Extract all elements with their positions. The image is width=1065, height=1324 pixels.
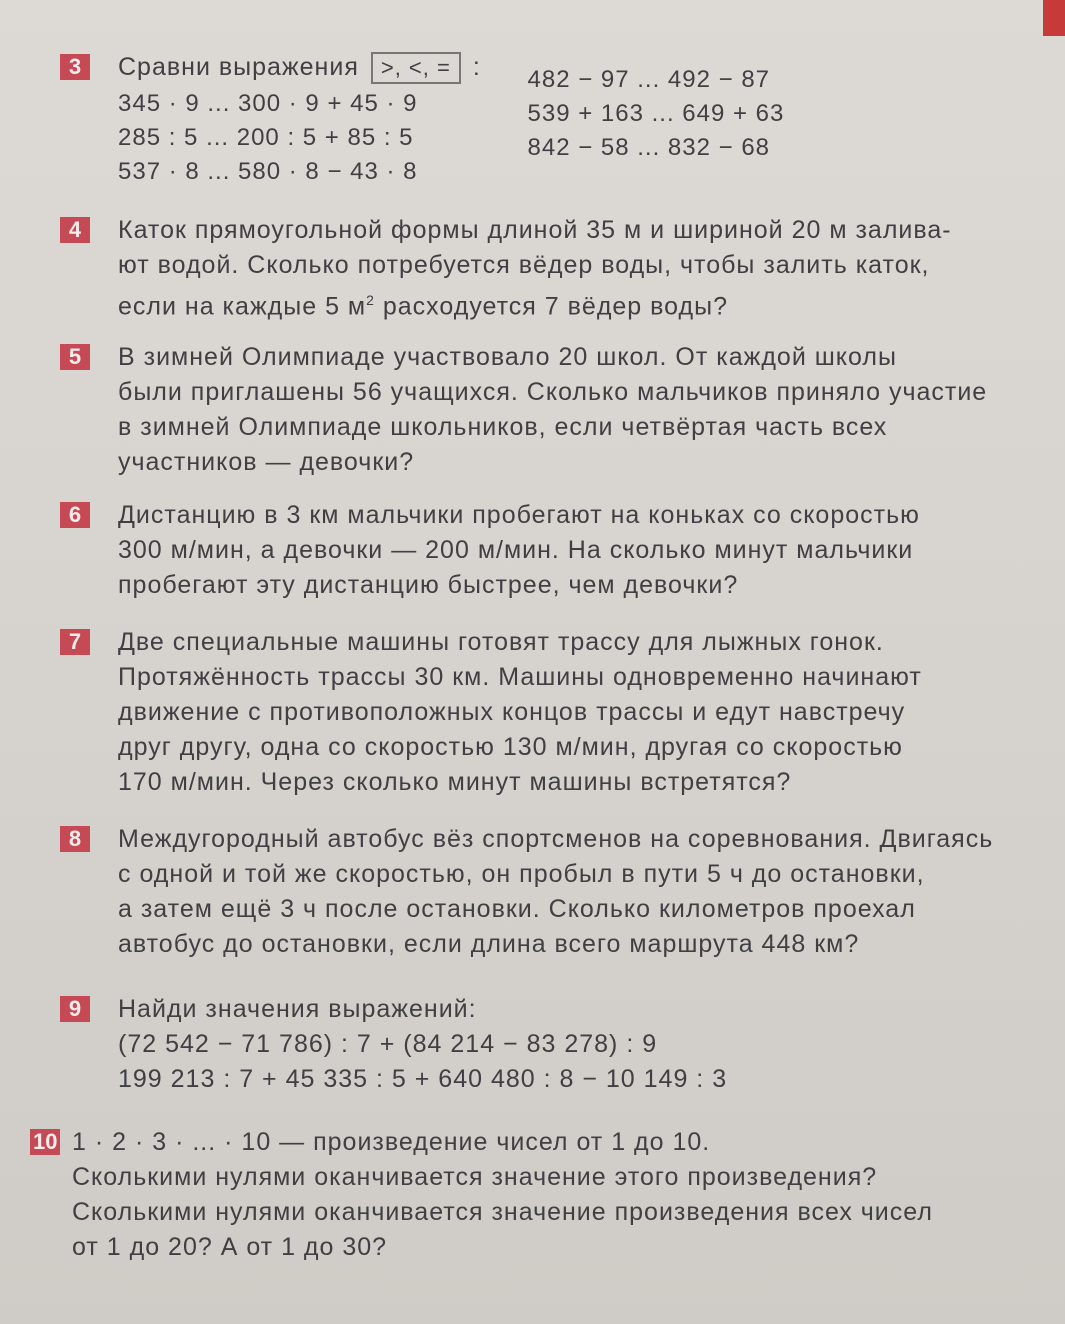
task-number: 6 <box>60 502 90 528</box>
task-4 <box>60 213 1020 324</box>
task-text-line: Сколькими нулями оканчивается значение произведения всех чисел <box>72 1198 933 1226</box>
task-9 <box>60 992 1020 1097</box>
task-number: 7 <box>60 629 90 655</box>
task-text-line: Две специальные машины готовят трассу для лыжных гонок. <box>118 628 884 656</box>
task-text-line: участников — девочки? <box>118 448 415 476</box>
task-text-line: с одной и той же скоростью, он пробыл в пути 5 ч до остановки, <box>118 860 925 888</box>
task-7 <box>60 625 1020 800</box>
task-text-line: пробегают эту дистанцию быстрее, чем девочки? <box>118 571 739 599</box>
page-corner-tab <box>1043 0 1065 36</box>
comparison-signs-box: >, <, = <box>371 52 461 84</box>
task-text-line: друг другу, одна со скоростью 130 м/мин, другая со скоростью <box>118 733 903 761</box>
task-text-line: были приглашены 56 учащихся. Сколько мальчиков приняло участие <box>118 378 988 406</box>
expression: 482 − 97 ... 492 − 87 <box>527 66 771 93</box>
task-text-line: 300 м/мин, а девочки — 200 м/мин. На сколько минут мальчики <box>118 536 914 564</box>
task-text-line: 1 · 2 · 3 · ... · 10 — произведение чисел от 1 до 10. <box>72 1128 711 1156</box>
task-10 <box>33 1125 1020 1265</box>
task-text-line: если на каждые 5 $м^2$ расходуется 7 вёдер воды? <box>118 292 728 321</box>
expressions-left <box>118 87 418 189</box>
task-number: 4 <box>60 217 90 243</box>
expression: 539 + 163 ... 649 + 63 <box>527 100 785 127</box>
task-8 <box>60 822 1020 962</box>
task-text-line: в зимней Олимпиаде школьников, если четвёртая часть всех <box>118 413 888 441</box>
task-3 <box>60 50 1020 189</box>
task-number: 10 <box>30 1129 60 1155</box>
task-text-line: от 1 до 20? А от 1 до 30? <box>72 1233 388 1261</box>
task-text-line: движение с противоположных концов трассы и едут навстречу <box>118 698 906 726</box>
task-number: 8 <box>60 826 90 852</box>
task-text-line: Сколькими нулями оканчивается значение этого произведения? <box>72 1163 878 1191</box>
expression: 345 · 9 ... 300 · 9 + 45 · 9 <box>118 90 418 117</box>
task-text-line: В зимней Олимпиаде участвовало 20 школ. От каждой школы <box>118 343 897 371</box>
task-text-line: а затем ещё 3 ч после остановки. Сколько километров проехал <box>118 895 916 923</box>
expression: 537 · 8 ... 580 · 8 − 43 · 8 <box>118 158 418 185</box>
expression: 285 : 5 ... 200 : 5 + 85 : 5 <box>118 124 414 151</box>
task-title: Найди значения выражений: <box>118 995 477 1023</box>
task-text-line: 170 м/мин. Через сколько минут машины встретятся? <box>118 768 792 796</box>
task-5 <box>60 340 1020 480</box>
colon: : <box>472 53 481 81</box>
expressions-right <box>528 63 785 189</box>
task-text-line: Дистанцию в 3 км мальчики пробегают на коньках со скоростью <box>118 501 920 529</box>
expression: (72 542 − 71 786) : 7 + (84 214 − 83 278) : 9 <box>118 1030 658 1058</box>
task-text-line: Междугородный автобус вёз спортсменов на соревнования. Двигаясь <box>118 825 994 853</box>
task-number: 5 <box>60 344 90 370</box>
task-number: 9 <box>60 996 90 1022</box>
expression: 199 213 : 7 + 45 335 : 5 + 640 480 : 8 − 10 149 : 3 <box>118 1065 728 1093</box>
task-text-line: Протяжённость трассы 30 км. Машины одновременно начинают <box>118 663 922 691</box>
task-text-line: Каток прямоугольной формы длиной 35 м и шириной 20 м залива- <box>118 216 952 244</box>
task-6 <box>60 498 1020 603</box>
task-text-line: автобус до остановки, если длина всего маршрута 448 км? <box>118 930 860 958</box>
task-title: Сравни выражения <box>118 53 359 81</box>
task-text-line: ют водой. Сколько потребуется вёдер воды, чтобы залить каток, <box>118 251 930 279</box>
task-number: 3 <box>60 54 90 80</box>
expression: 842 − 58 ... 832 − 68 <box>527 134 771 161</box>
